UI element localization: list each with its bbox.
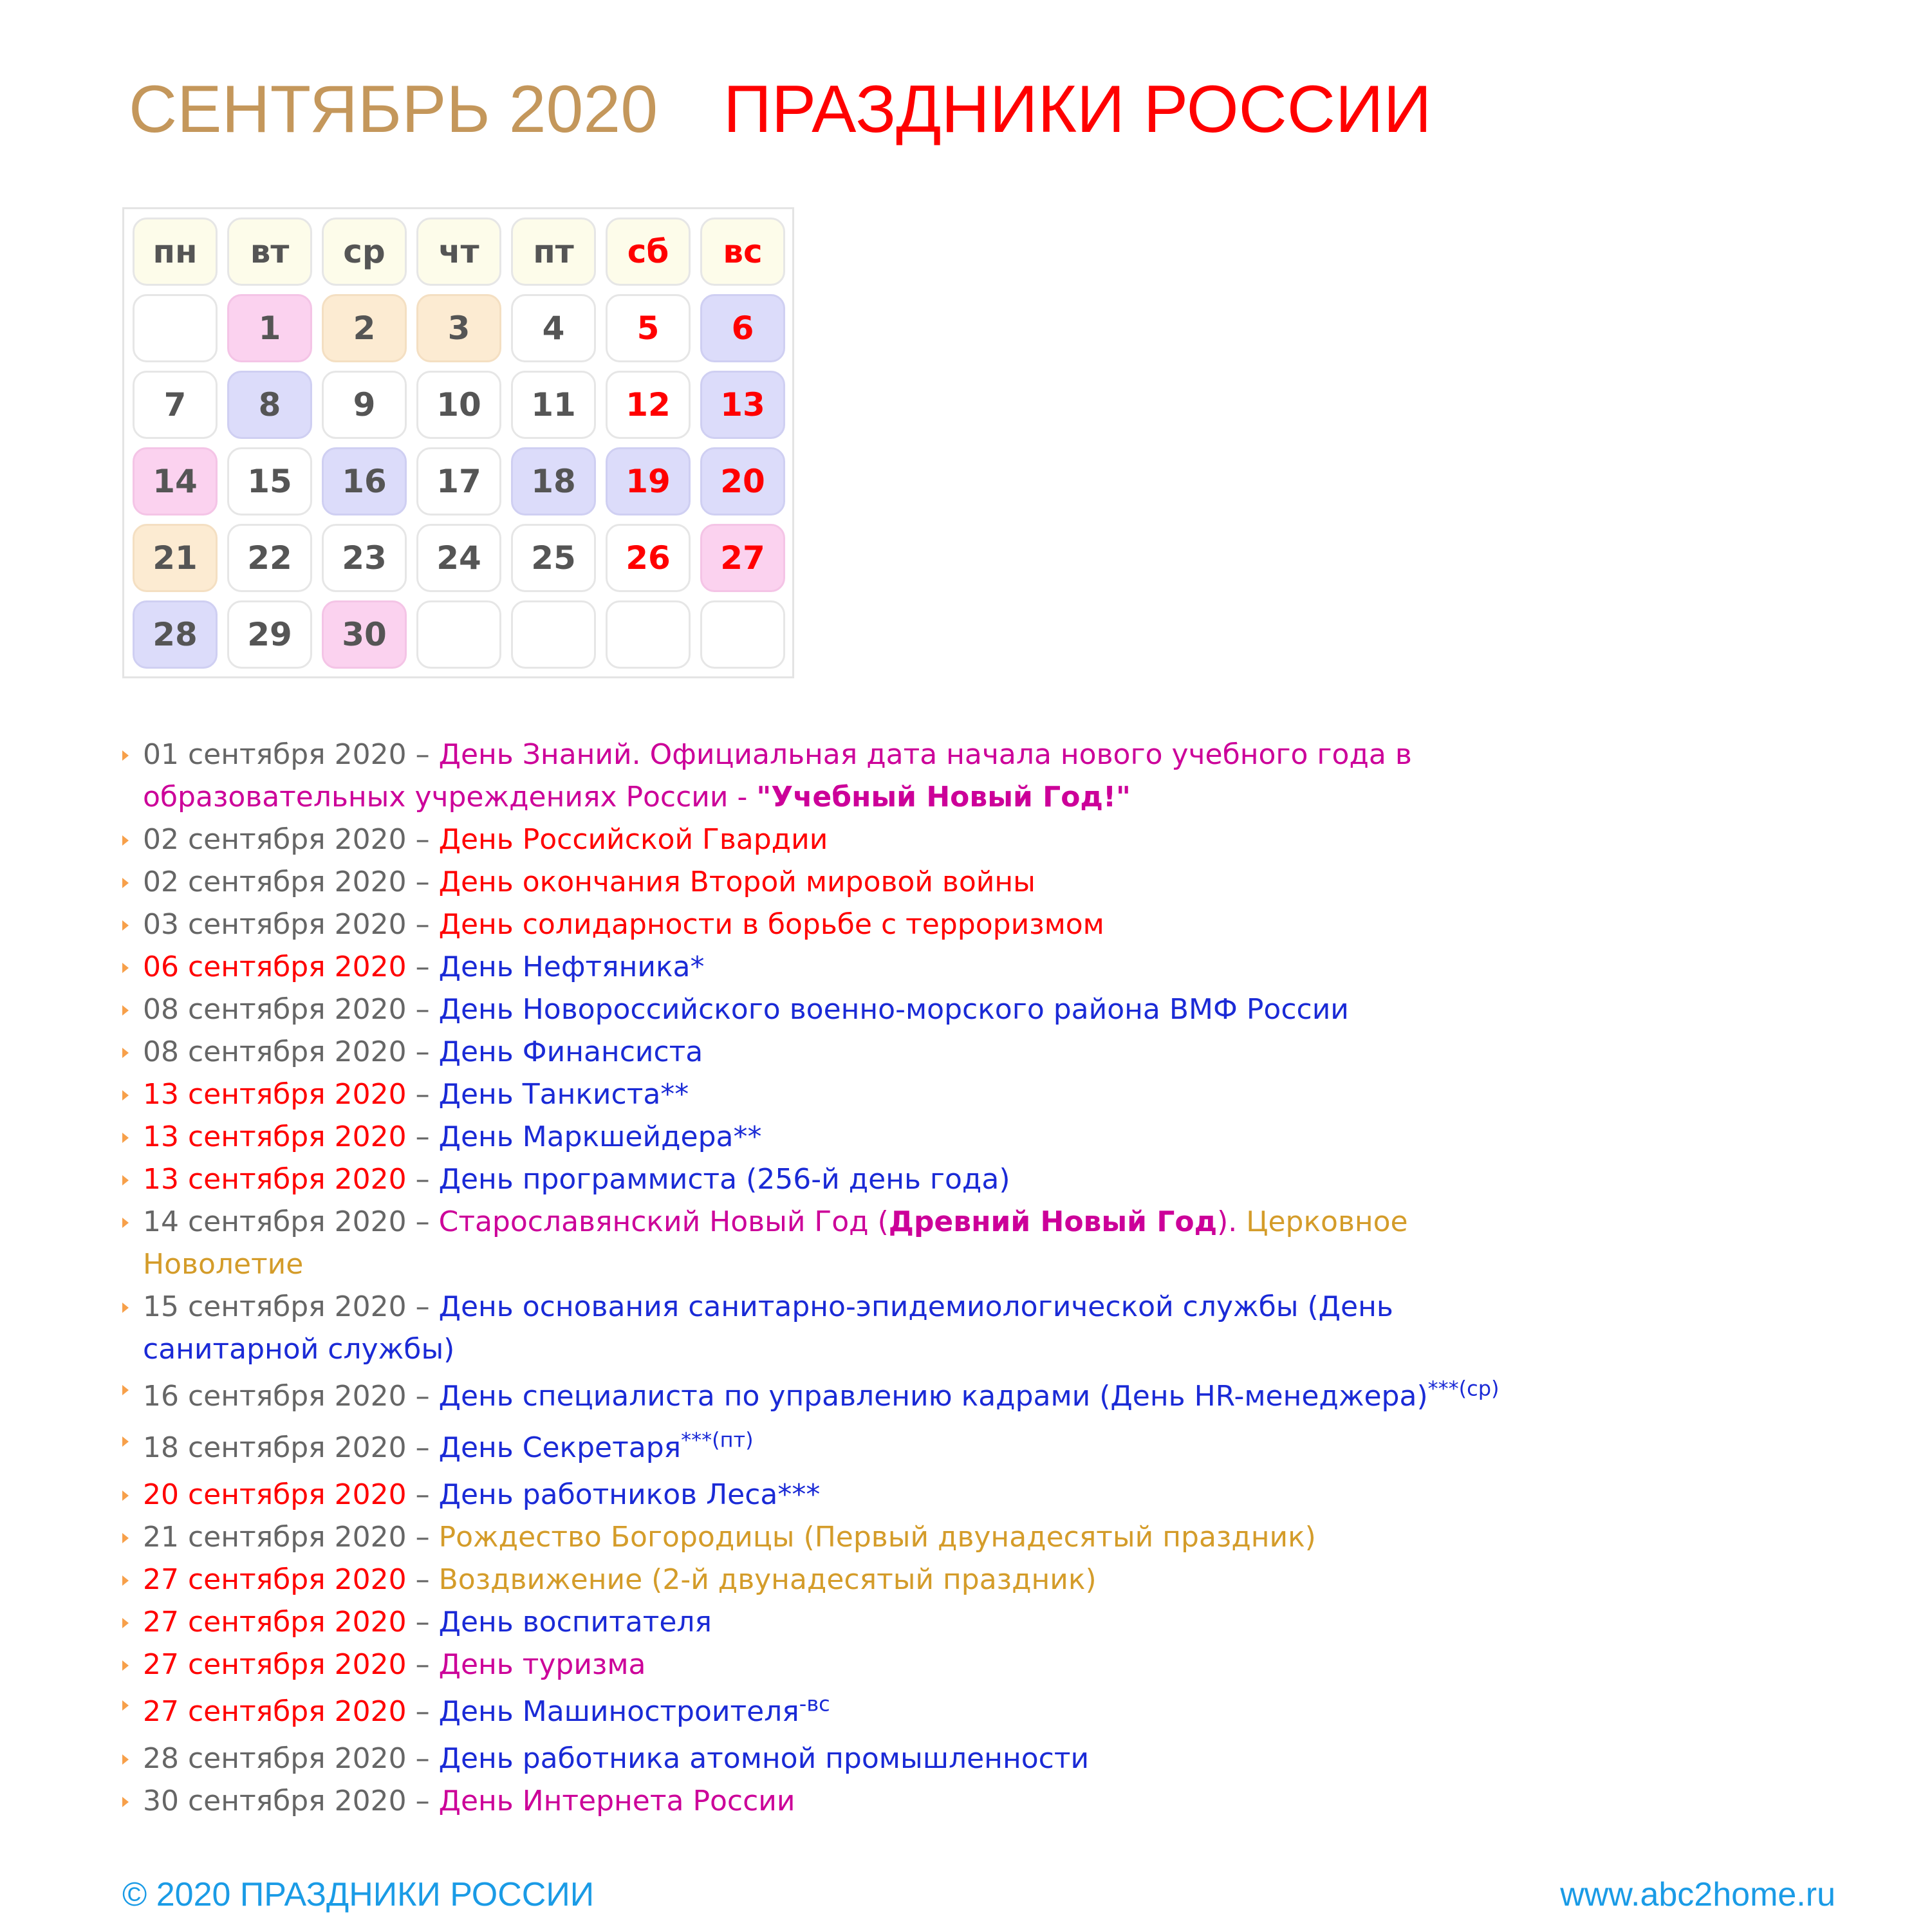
- bullet-arrow-icon: [122, 1133, 129, 1143]
- holiday-dash: –: [406, 1521, 439, 1554]
- calendar-empty-cell: [133, 294, 218, 362]
- holiday-dash: –: [406, 908, 439, 941]
- bullet-arrow-icon: [122, 1754, 129, 1765]
- holiday-date: 14 сентября 2020: [143, 1205, 407, 1238]
- calendar-day: 4: [511, 294, 596, 362]
- holiday-footnote-mark: ***(пт): [681, 1427, 754, 1453]
- holiday-dash: –: [406, 1120, 439, 1153]
- calendar-day: 29: [227, 600, 312, 669]
- weekday-header: пт: [511, 218, 596, 286]
- holiday-name: День работников Леса***: [438, 1478, 821, 1511]
- holiday-name: "Учебный Новый Год!": [756, 781, 1131, 813]
- holiday-name: Древний Новый Год: [888, 1205, 1218, 1238]
- holiday-date: 15 сентября 2020: [143, 1290, 407, 1323]
- holiday-item: [122, 904, 1860, 946]
- calendar-empty-cell: [606, 600, 691, 669]
- holiday-dash: –: [406, 1742, 439, 1775]
- holiday-item: [122, 1516, 1860, 1559]
- calendar-day: 7: [133, 371, 218, 439]
- calendar-day: 21: [133, 524, 218, 592]
- holiday-item: [122, 1031, 1860, 1073]
- bullet-arrow-icon: [122, 1048, 129, 1058]
- calendar-day: 20: [700, 447, 785, 516]
- holiday-date: 18 сентября 2020: [143, 1431, 407, 1464]
- holiday-date: 21 сентября 2020: [143, 1521, 407, 1554]
- bullet-arrow-icon: [122, 1303, 129, 1313]
- holiday-name: День основания санитарно-эпидемиологической службы (День: [438, 1290, 1393, 1323]
- calendar-day: 8: [227, 371, 312, 439]
- holiday-date: 13 сентября 2020: [143, 1120, 407, 1153]
- holiday-item: [122, 1644, 1860, 1686]
- holiday-name: День работника атомной промышленности: [438, 1742, 1090, 1775]
- weekday-header: чт: [416, 218, 501, 286]
- holiday-date: 02 сентября 2020: [143, 823, 407, 856]
- bullet-arrow-icon: [122, 1385, 129, 1395]
- weekday-header: сб: [606, 218, 691, 286]
- holidays-title: ПРАЗДНИКИ РОССИИ: [723, 72, 1432, 147]
- footer-copyright: © 2020 ПРАЗДНИКИ РОССИИ: [122, 1876, 595, 1913]
- calendar-day: 30: [322, 600, 407, 669]
- holiday-dash: –: [406, 1785, 439, 1817]
- calendar-day: 27: [700, 524, 785, 592]
- weekday-header: пн: [133, 218, 218, 286]
- holiday-item: [122, 1422, 1860, 1474]
- holiday-name: Старославянский Новый Год (: [438, 1205, 889, 1238]
- bullet-arrow-icon: [122, 1218, 129, 1228]
- holiday-date: 06 сентября 2020: [143, 951, 407, 983]
- bullet-arrow-icon: [122, 1660, 129, 1671]
- holiday-dash: –: [406, 993, 439, 1026]
- bullet-arrow-icon: [122, 1533, 129, 1543]
- calendar-empty-cell: [700, 600, 785, 669]
- calendar-day: 10: [416, 371, 501, 439]
- calendar-empty-cell: [416, 600, 501, 669]
- calendar-day: 22: [227, 524, 312, 592]
- holiday-name: День Знаний. Официальная дата начала нового учебного года в: [438, 738, 1412, 771]
- holiday-item: [122, 1780, 1860, 1823]
- holiday-item: [122, 989, 1860, 1031]
- holiday-name: День туризма: [438, 1648, 646, 1681]
- holiday-date: 30 сентября 2020: [143, 1785, 407, 1817]
- holiday-name: Рождество Богородицы (Первый двунадесятый праздник): [438, 1521, 1316, 1554]
- holiday-name: День Российской Гвардии: [438, 823, 828, 856]
- holiday-name: День окончания Второй мировой войны: [438, 866, 1036, 898]
- calendar-day: 14: [133, 447, 218, 516]
- holiday-item: [122, 1158, 1860, 1201]
- bullet-arrow-icon: [122, 1436, 129, 1447]
- calendar-day: 23: [322, 524, 407, 592]
- calendar-empty-cell: [511, 600, 596, 669]
- holiday-date: 01 сентября 2020: [143, 738, 407, 771]
- bullet-arrow-icon: [122, 1797, 129, 1807]
- holiday-dash: –: [406, 1205, 439, 1238]
- weekday-header: вт: [227, 218, 312, 286]
- holiday-date: 08 сентября 2020: [143, 1036, 407, 1068]
- holiday-name: санитарной службы): [143, 1333, 455, 1366]
- holiday-item: [122, 1474, 1860, 1516]
- holiday-date: 03 сентября 2020: [143, 908, 407, 941]
- calendar-day: 1: [227, 294, 312, 362]
- bullet-arrow-icon: [122, 835, 129, 846]
- holiday-name: День воспитателя: [438, 1606, 712, 1639]
- holiday-dash: –: [406, 738, 439, 771]
- holiday-name: Воздвижение (2-й двунадесятый праздник): [438, 1563, 1097, 1596]
- month-title: СЕНТЯБРЬ 2020: [129, 72, 658, 147]
- weekday-header: ср: [322, 218, 407, 286]
- holiday-footnote-mark: ***(ср): [1427, 1376, 1500, 1401]
- holiday-name: День Нефтяника*: [438, 951, 705, 983]
- holiday-name: День Маркшейдера**: [438, 1120, 762, 1153]
- holiday-item: [122, 1601, 1860, 1644]
- bullet-arrow-icon: [122, 920, 129, 931]
- calendar-day: 6: [700, 294, 785, 362]
- holiday-item: [122, 1371, 1860, 1422]
- calendar-day: 3: [416, 294, 501, 362]
- calendar-day: 19: [606, 447, 691, 516]
- holiday-dash: –: [406, 1563, 439, 1596]
- holiday-item: [122, 734, 1860, 819]
- holiday-item: [122, 1738, 1860, 1780]
- holiday-date: 20 сентября 2020: [143, 1478, 407, 1511]
- holiday-item: [122, 819, 1860, 861]
- calendar-day: 9: [322, 371, 407, 439]
- holiday-item: [122, 946, 1860, 989]
- bullet-arrow-icon: [122, 1005, 129, 1016]
- holiday-item: [122, 1559, 1860, 1601]
- holiday-item: [122, 1116, 1860, 1158]
- holiday-item: [122, 1201, 1860, 1286]
- holiday-item: [122, 1286, 1860, 1371]
- calendar-day: 28: [133, 600, 218, 669]
- calendar-day: 18: [511, 447, 596, 516]
- holiday-dash: –: [406, 951, 439, 983]
- holiday-name: Новолетие: [143, 1248, 304, 1281]
- holiday-date: 08 сентября 2020: [143, 993, 407, 1026]
- holiday-dash: –: [406, 1695, 439, 1728]
- holiday-name: День Танкиста**: [438, 1078, 689, 1111]
- holiday-list: [122, 734, 1860, 1823]
- holiday-dash: –: [406, 1036, 439, 1068]
- holiday-name: Церковное: [1246, 1205, 1408, 1238]
- calendar-day: 26: [606, 524, 691, 592]
- calendar-day: 5: [606, 294, 691, 362]
- holiday-dash: –: [406, 1078, 439, 1111]
- calendar-day: 17: [416, 447, 501, 516]
- holiday-dash: –: [406, 1163, 439, 1196]
- holiday-name: День Финансиста: [438, 1036, 703, 1068]
- holiday-name: День солидарности в борьбе с терроризмом: [438, 908, 1104, 941]
- holiday-date: 27 сентября 2020: [143, 1648, 407, 1681]
- holiday-footnote-mark: -вс: [799, 1691, 830, 1716]
- calendar-day: 24: [416, 524, 501, 592]
- bullet-arrow-icon: [122, 1575, 129, 1586]
- holiday-name: День Машиностроителя: [438, 1695, 799, 1728]
- bullet-arrow-icon: [122, 878, 129, 888]
- holiday-dash: –: [406, 1431, 439, 1464]
- holiday-date: 28 сентября 2020: [143, 1742, 407, 1775]
- holiday-name: образовательных учреждениях России -: [143, 781, 757, 813]
- holiday-date: 27 сентября 2020: [143, 1695, 407, 1728]
- holiday-date: 02 сентября 2020: [143, 866, 407, 898]
- calendar-grid: [122, 207, 794, 678]
- holiday-dash: –: [406, 1290, 439, 1323]
- calendar-day: 2: [322, 294, 407, 362]
- holiday-item: [122, 861, 1860, 904]
- calendar-day: 13: [700, 371, 785, 439]
- holiday-dash: –: [406, 1648, 439, 1681]
- holiday-dash: –: [406, 1478, 439, 1511]
- footer-site-link[interactable]: www.abc2home.ru: [1560, 1876, 1835, 1913]
- holiday-dash: –: [406, 1380, 439, 1413]
- calendar-day: 15: [227, 447, 312, 516]
- holiday-dash: –: [406, 823, 439, 856]
- holiday-item: [122, 1073, 1860, 1116]
- holiday-name: ).: [1217, 1205, 1247, 1238]
- holiday-name: День специалиста по управлению кадрами (День HR-менеджера): [438, 1380, 1428, 1413]
- holiday-date: 13 сентября 2020: [143, 1078, 407, 1111]
- holiday-date: 27 сентября 2020: [143, 1606, 407, 1639]
- weekday-header: вс: [700, 218, 785, 286]
- bullet-arrow-icon: [122, 1090, 129, 1101]
- holiday-date: 27 сентября 2020: [143, 1563, 407, 1596]
- holiday-item: [122, 1686, 1860, 1738]
- calendar-day: 16: [322, 447, 407, 516]
- bullet-arrow-icon: [122, 1618, 129, 1628]
- holiday-name: День Новороссийского военно-морского района ВМФ России: [438, 993, 1349, 1026]
- bullet-arrow-icon: [122, 1175, 129, 1185]
- holiday-name: День Секретаря: [438, 1431, 682, 1464]
- holiday-date: 13 сентября 2020: [143, 1163, 407, 1196]
- holiday-name: День Интернета России: [438, 1785, 795, 1817]
- calendar-day: 12: [606, 371, 691, 439]
- bullet-arrow-icon: [122, 963, 129, 973]
- calendar-day: 11: [511, 371, 596, 439]
- bullet-arrow-icon: [122, 1491, 129, 1501]
- holiday-dash: –: [406, 1606, 439, 1639]
- holiday-date: 16 сентября 2020: [143, 1380, 407, 1413]
- holiday-name: День программиста (256-й день года): [438, 1163, 1010, 1196]
- bullet-arrow-icon: [122, 1700, 129, 1711]
- calendar-day: 25: [511, 524, 596, 592]
- holiday-dash: –: [406, 866, 439, 898]
- bullet-arrow-icon: [122, 750, 129, 761]
